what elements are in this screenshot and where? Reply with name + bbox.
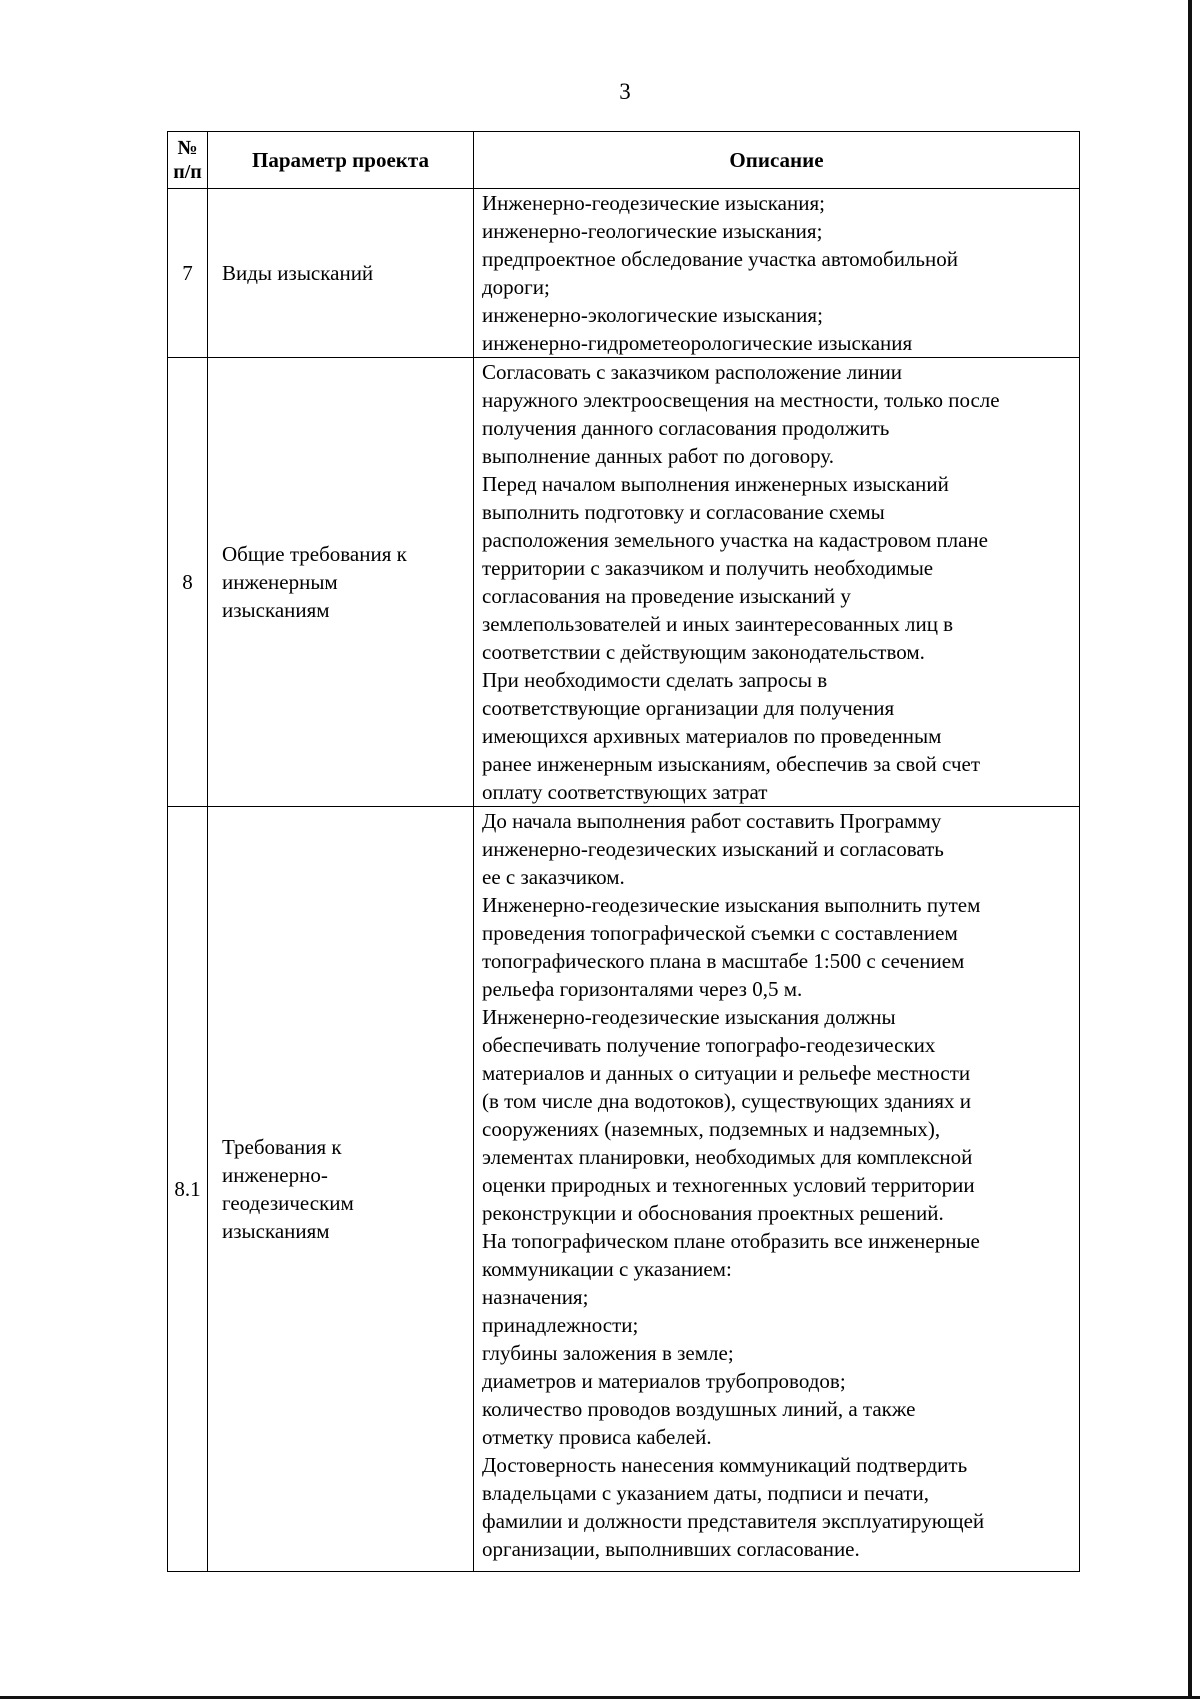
description-line: рельефа горизонталями через 0,5 м. — [482, 977, 803, 1001]
parameter-line: изысканиям — [222, 1219, 330, 1243]
description-line: территории с заказчиком и получить необходимые — [482, 556, 934, 580]
description-line: До начала выполнения работ составить Программу — [482, 809, 942, 833]
parameter-line: геодезическим — [222, 1191, 354, 1215]
description-line: (в том числе дна водотоков), существующих зданиях и — [482, 1089, 972, 1113]
row-parameter — [208, 189, 474, 358]
row-parameter — [208, 807, 474, 1572]
description-line: землепользователей и иных заинтересованных лиц в — [482, 612, 954, 636]
parameter-line: Виды изысканий — [222, 261, 374, 285]
row-number: 7 — [168, 189, 208, 358]
parameter-line: Требования к — [222, 1135, 342, 1159]
description-line: соответствии с действующим законодательством. — [482, 640, 925, 664]
page-number: 3 — [619, 79, 631, 104]
row-number: 8.1 — [168, 807, 208, 1572]
row-description — [474, 358, 1080, 807]
scan-edge-right — [1188, 0, 1192, 1699]
description-line: материалов и данных о ситуации и рельефе местности — [482, 1061, 971, 1085]
description-line: При необходимости сделать запросы в — [482, 668, 828, 692]
description-line: соответствующие организации для получения — [482, 696, 895, 720]
description-line: элементах планировки, необходимых для комплексной — [482, 1145, 973, 1169]
description-line: инженерно-геологические изыскания; — [482, 219, 823, 243]
table-row — [168, 358, 1080, 807]
description-line: инженерно-геодезических изысканий и согласовать — [482, 837, 944, 861]
description-line: имеющихся архивных материалов по проведенным — [482, 724, 942, 748]
description-line: инженерно-экологические изыскания; — [482, 303, 823, 327]
description-line: предпроектное обследование участка автомобильной — [482, 247, 958, 271]
description-line: ранее инженерным изысканиям, обеспечив за свой счет — [482, 752, 981, 776]
parameter-line: инженерным — [222, 570, 338, 594]
parameter-line: инженерно- — [222, 1163, 328, 1187]
description-line: Согласовать с заказчиком расположение линии — [482, 360, 903, 384]
table-row — [168, 807, 1080, 1572]
description-line: количество проводов воздушных линий, а также — [482, 1397, 916, 1421]
parameter-line: Общие требования к — [222, 542, 407, 566]
description-line: Достоверность нанесения коммуникаций подтвердить — [482, 1453, 968, 1477]
table-header-row — [168, 132, 1080, 189]
description-line: реконструкции и обоснования проектных решений. — [482, 1201, 944, 1225]
description-line: глубины заложения в земле; — [482, 1341, 734, 1365]
description-line: получения данного согласования продолжить — [482, 416, 890, 440]
description-line: владельцами с указанием даты, подписи и печати, — [482, 1481, 929, 1505]
description-line: коммуникации с указанием: — [482, 1257, 732, 1281]
description-line: дороги; — [482, 275, 550, 299]
description-line: Инженерно-геодезические изыскания должны — [482, 1005, 896, 1029]
description-line: сооружениях (наземных, подземных и надземных), — [482, 1117, 941, 1141]
description-line: назначения; — [482, 1285, 589, 1309]
description-line: отметку провиса кабелей. — [482, 1425, 712, 1449]
description-line: диаметров и материалов трубопроводов; — [482, 1369, 846, 1393]
header-parameter: Параметр проекта — [208, 132, 474, 189]
description-line: оплату соответствующих затрат — [482, 780, 768, 804]
row-description — [474, 807, 1080, 1572]
description-line: Перед началом выполнения инженерных изысканий — [482, 472, 949, 496]
description-line: топографического плана в масштабе 1:500 с сечением — [482, 949, 965, 973]
description-line: Инженерно-геодезические изыскания выполнить путем — [482, 893, 981, 917]
description-line: ее с заказчиком. — [482, 865, 625, 889]
description-line: выполнение данных работ по договору. — [482, 444, 834, 468]
parameter-line: изысканиям — [222, 598, 330, 622]
header-number: № п/п — [168, 132, 208, 189]
row-description — [474, 189, 1080, 358]
description-line: расположения земельного участка на кадастровом плане — [482, 528, 988, 552]
row-number: 8 — [168, 358, 208, 807]
row-parameter — [208, 358, 474, 807]
description-line: проведения топографической съемки с составлением — [482, 921, 958, 945]
table-row — [168, 189, 1080, 358]
description-line: фамилии и должности представителя эксплуатирующей — [482, 1509, 985, 1533]
description-line: оценки природных и техногенных условий территории — [482, 1173, 975, 1197]
description-line: принадлежности; — [482, 1313, 639, 1337]
description-line: согласования на проведение изысканий у — [482, 584, 851, 608]
project-parameters-table — [167, 131, 1080, 1572]
description-line: Инженерно-геодезические изыскания; — [482, 191, 825, 215]
description-line: обеспечивать получение топографо-геодезических — [482, 1033, 936, 1057]
description-line: выполнить подготовку и согласование схемы — [482, 500, 885, 524]
description-line: инженерно-гидрометеорологические изыскания — [482, 331, 913, 355]
description-line: На топографическом плане отобразить все инженерные — [482, 1229, 980, 1253]
description-line: наружного электроосвещения на местности, только после — [482, 388, 1000, 412]
description-line: организации, выполнивших согласование. — [482, 1537, 860, 1561]
header-description: Описание — [474, 132, 1080, 189]
